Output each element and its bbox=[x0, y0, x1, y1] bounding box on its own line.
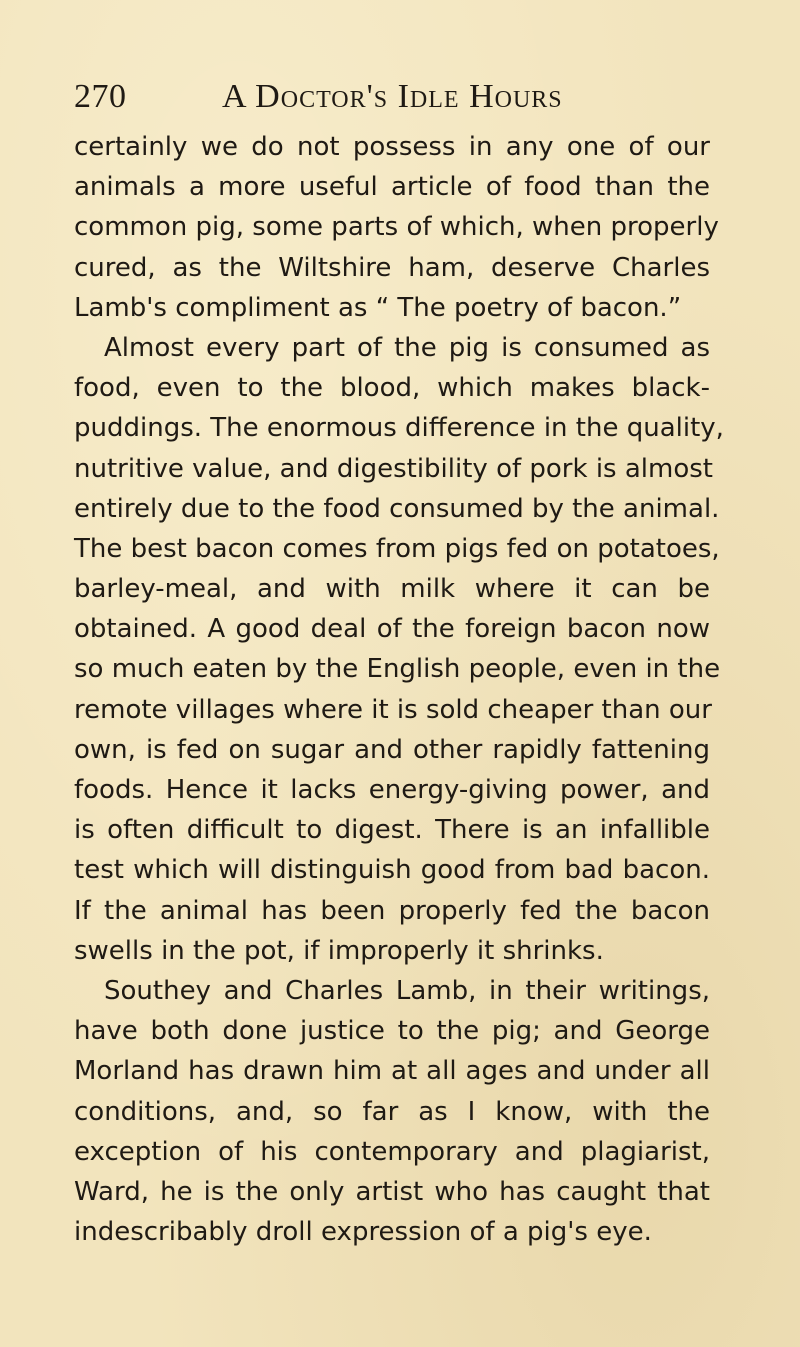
text-line: Lamb's compliment as “ The poetry of bacon.” bbox=[74, 292, 682, 323]
text-line: nutritive value, and digestibility of pork is almost bbox=[74, 453, 713, 484]
text-line: entirely due to the food consumed by the animal. bbox=[74, 493, 720, 524]
running-head bbox=[74, 75, 710, 119]
text-line: cured, as the Wiltshire ham, deserve Charles bbox=[74, 252, 710, 283]
body-text bbox=[74, 127, 724, 1252]
text-line: If the animal has been properly fed the bacon bbox=[74, 895, 710, 926]
text-line: have both done justice to the pig; and George bbox=[74, 1016, 710, 1047]
text-line: conditions, and, so far as I know, with the bbox=[74, 1096, 710, 1127]
book-page bbox=[74, 0, 724, 1347]
text-line: Almost every part of the pig is consumed as bbox=[104, 332, 710, 363]
text-line: The best bacon comes from pigs fed on potatoes, bbox=[74, 533, 720, 564]
text-line: food, even to the blood, which makes black- bbox=[74, 373, 710, 404]
text-line: indescribably droll expression of a pig's eye. bbox=[74, 1217, 652, 1248]
text-line: exception of his contemporary and plagiarist, bbox=[74, 1136, 710, 1167]
text-line: puddings. The enormous difference in the quality, bbox=[74, 413, 724, 444]
text-line: certainly we do not possess in any one of our bbox=[74, 132, 710, 162]
page-number: 270 bbox=[74, 78, 127, 115]
book-title: A Doctor's Idle Hours bbox=[222, 78, 563, 115]
text-line: own, is fed on sugar and other rapidly fattening bbox=[74, 734, 710, 765]
text-line: common pig, some parts of which, when properly bbox=[74, 212, 719, 243]
text-line: test which will distinguish good from bad bacon. bbox=[74, 855, 710, 886]
text-line: obtained. A good deal of the foreign bacon now bbox=[74, 614, 710, 645]
text-line: Ward, he is the only artist who has caught that bbox=[74, 1176, 710, 1207]
text-line: so much eaten by the English people, even in the bbox=[74, 654, 721, 685]
text-line: remote villages where it is sold cheaper than our bbox=[74, 694, 712, 725]
text-line: Morland has drawn him at all ages and under all bbox=[74, 1056, 710, 1087]
text-line: swells in the pot, if improperly it shrinks. bbox=[74, 935, 604, 966]
text-line: foods. Hence it lacks energy-giving power, and bbox=[74, 775, 710, 805]
text-line: barley-meal, and with milk where it can be bbox=[74, 574, 710, 605]
text-line: Southey and Charles Lamb, in their writings, bbox=[104, 975, 710, 1006]
text-line: animals a more useful article of food than the bbox=[74, 172, 710, 203]
text-line: is often difficult to digest. There is an infallible bbox=[74, 815, 710, 846]
